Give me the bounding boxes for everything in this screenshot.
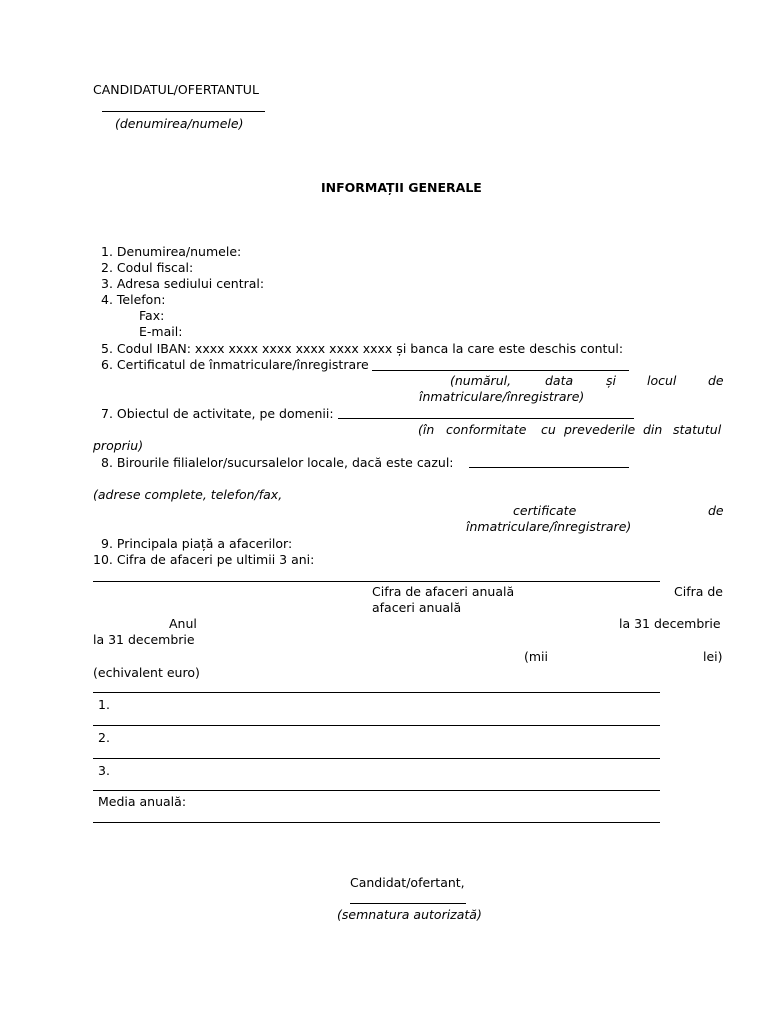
item-main-market: 9. Principala piață a afacerilor: bbox=[101, 536, 293, 551]
candidate-label: CANDIDATUL/OFERTANTUL bbox=[93, 82, 259, 97]
candidate-name-hint: (denumirea/numele) bbox=[115, 116, 244, 131]
table-row-average: Media anuală: bbox=[98, 794, 187, 809]
table-header-december-left: la 31 decembrie bbox=[93, 632, 195, 647]
signer-label: Candidat/ofertant, bbox=[350, 875, 465, 890]
branch-hint-registration: înmatriculare/înregistrare) bbox=[466, 519, 632, 534]
activity-hint-word: cu bbox=[541, 422, 556, 437]
table-header-turnover-cont: afaceri anuală bbox=[372, 600, 462, 615]
item-phone: 4. Telefon: bbox=[101, 292, 166, 307]
registration-hint-cont: înmatriculare/înregistrare) bbox=[419, 389, 585, 404]
branch-hint: (adrese complete, telefon/fax, bbox=[93, 487, 283, 502]
item-registration-certificate: 6. Certificatul de înmatriculare/înregistrare bbox=[101, 357, 369, 372]
registration-certificate-line bbox=[372, 370, 629, 371]
table-header-year: Anul bbox=[169, 616, 197, 631]
table-row-label: 3. bbox=[98, 763, 110, 778]
registration-hint-word: (numărul, bbox=[450, 373, 512, 388]
table-bottom-border bbox=[93, 822, 660, 823]
table-row-label: 2. bbox=[98, 730, 110, 745]
registration-hint-word: și bbox=[606, 373, 616, 388]
table-top-border bbox=[93, 581, 660, 582]
activity-hint-word: prevederile bbox=[564, 422, 636, 437]
table-header-thousand: (mii bbox=[524, 649, 548, 664]
table-row-border bbox=[93, 725, 660, 726]
activity-hint-cont: propriu) bbox=[93, 438, 144, 453]
candidate-name-line bbox=[102, 111, 265, 112]
item-email: E-mail: bbox=[139, 324, 183, 339]
branch-hint-de: de bbox=[708, 503, 724, 518]
activity-hint-word: (în bbox=[418, 422, 435, 437]
activity-hint-word: din bbox=[643, 422, 663, 437]
signature-hint: (semnatura autorizată) bbox=[337, 907, 482, 922]
item-head-office: 3. Adresa sediului central: bbox=[101, 276, 265, 291]
registration-hint-word: locul bbox=[647, 373, 677, 388]
activity-hint-word: statutul bbox=[673, 422, 722, 437]
table-row-border bbox=[93, 758, 660, 759]
table-row-border bbox=[93, 692, 660, 693]
signature-line bbox=[350, 903, 466, 904]
item-turnover: 10. Cifra de afaceri pe ultimii 3 ani: bbox=[93, 552, 315, 567]
item-fiscal-code: 2. Codul fiscal: bbox=[101, 260, 194, 275]
activity-hint-word: conformitate bbox=[446, 422, 527, 437]
table-header-turnover-right: Cifra de bbox=[674, 584, 723, 599]
item-name: 1. Denumirea/numele: bbox=[101, 244, 242, 259]
registration-hint-word: de bbox=[708, 373, 724, 388]
page-title: INFORMAȚII GENERALE bbox=[321, 180, 482, 195]
branch-hint-certificate: certificate bbox=[513, 503, 577, 518]
branch-offices-line bbox=[469, 467, 629, 468]
table-header-turnover: Cifra de afaceri anuală bbox=[372, 584, 515, 599]
table-header-lei: lei) bbox=[703, 649, 723, 664]
activity-object-line bbox=[338, 418, 634, 419]
table-row-border bbox=[93, 790, 660, 791]
item-iban: 5. Codul IBAN: xxxx xxxx xxxx xxxx xxxx xxxx și banca la care este deschis contul: bbox=[101, 341, 624, 356]
item-branch-offices: 8. Birourile filialelor/sucursalelor locale, dacă este cazul: bbox=[101, 455, 454, 470]
table-row-label: 1. bbox=[98, 697, 110, 712]
registration-hint-word: data bbox=[545, 373, 574, 388]
table-header-december-right: la 31 decembrie bbox=[619, 616, 721, 631]
item-fax: Fax: bbox=[139, 308, 165, 323]
item-activity-object: 7. Obiectul de activitate, pe domenii: bbox=[101, 406, 334, 421]
table-header-euro: (echivalent euro) bbox=[93, 665, 200, 680]
